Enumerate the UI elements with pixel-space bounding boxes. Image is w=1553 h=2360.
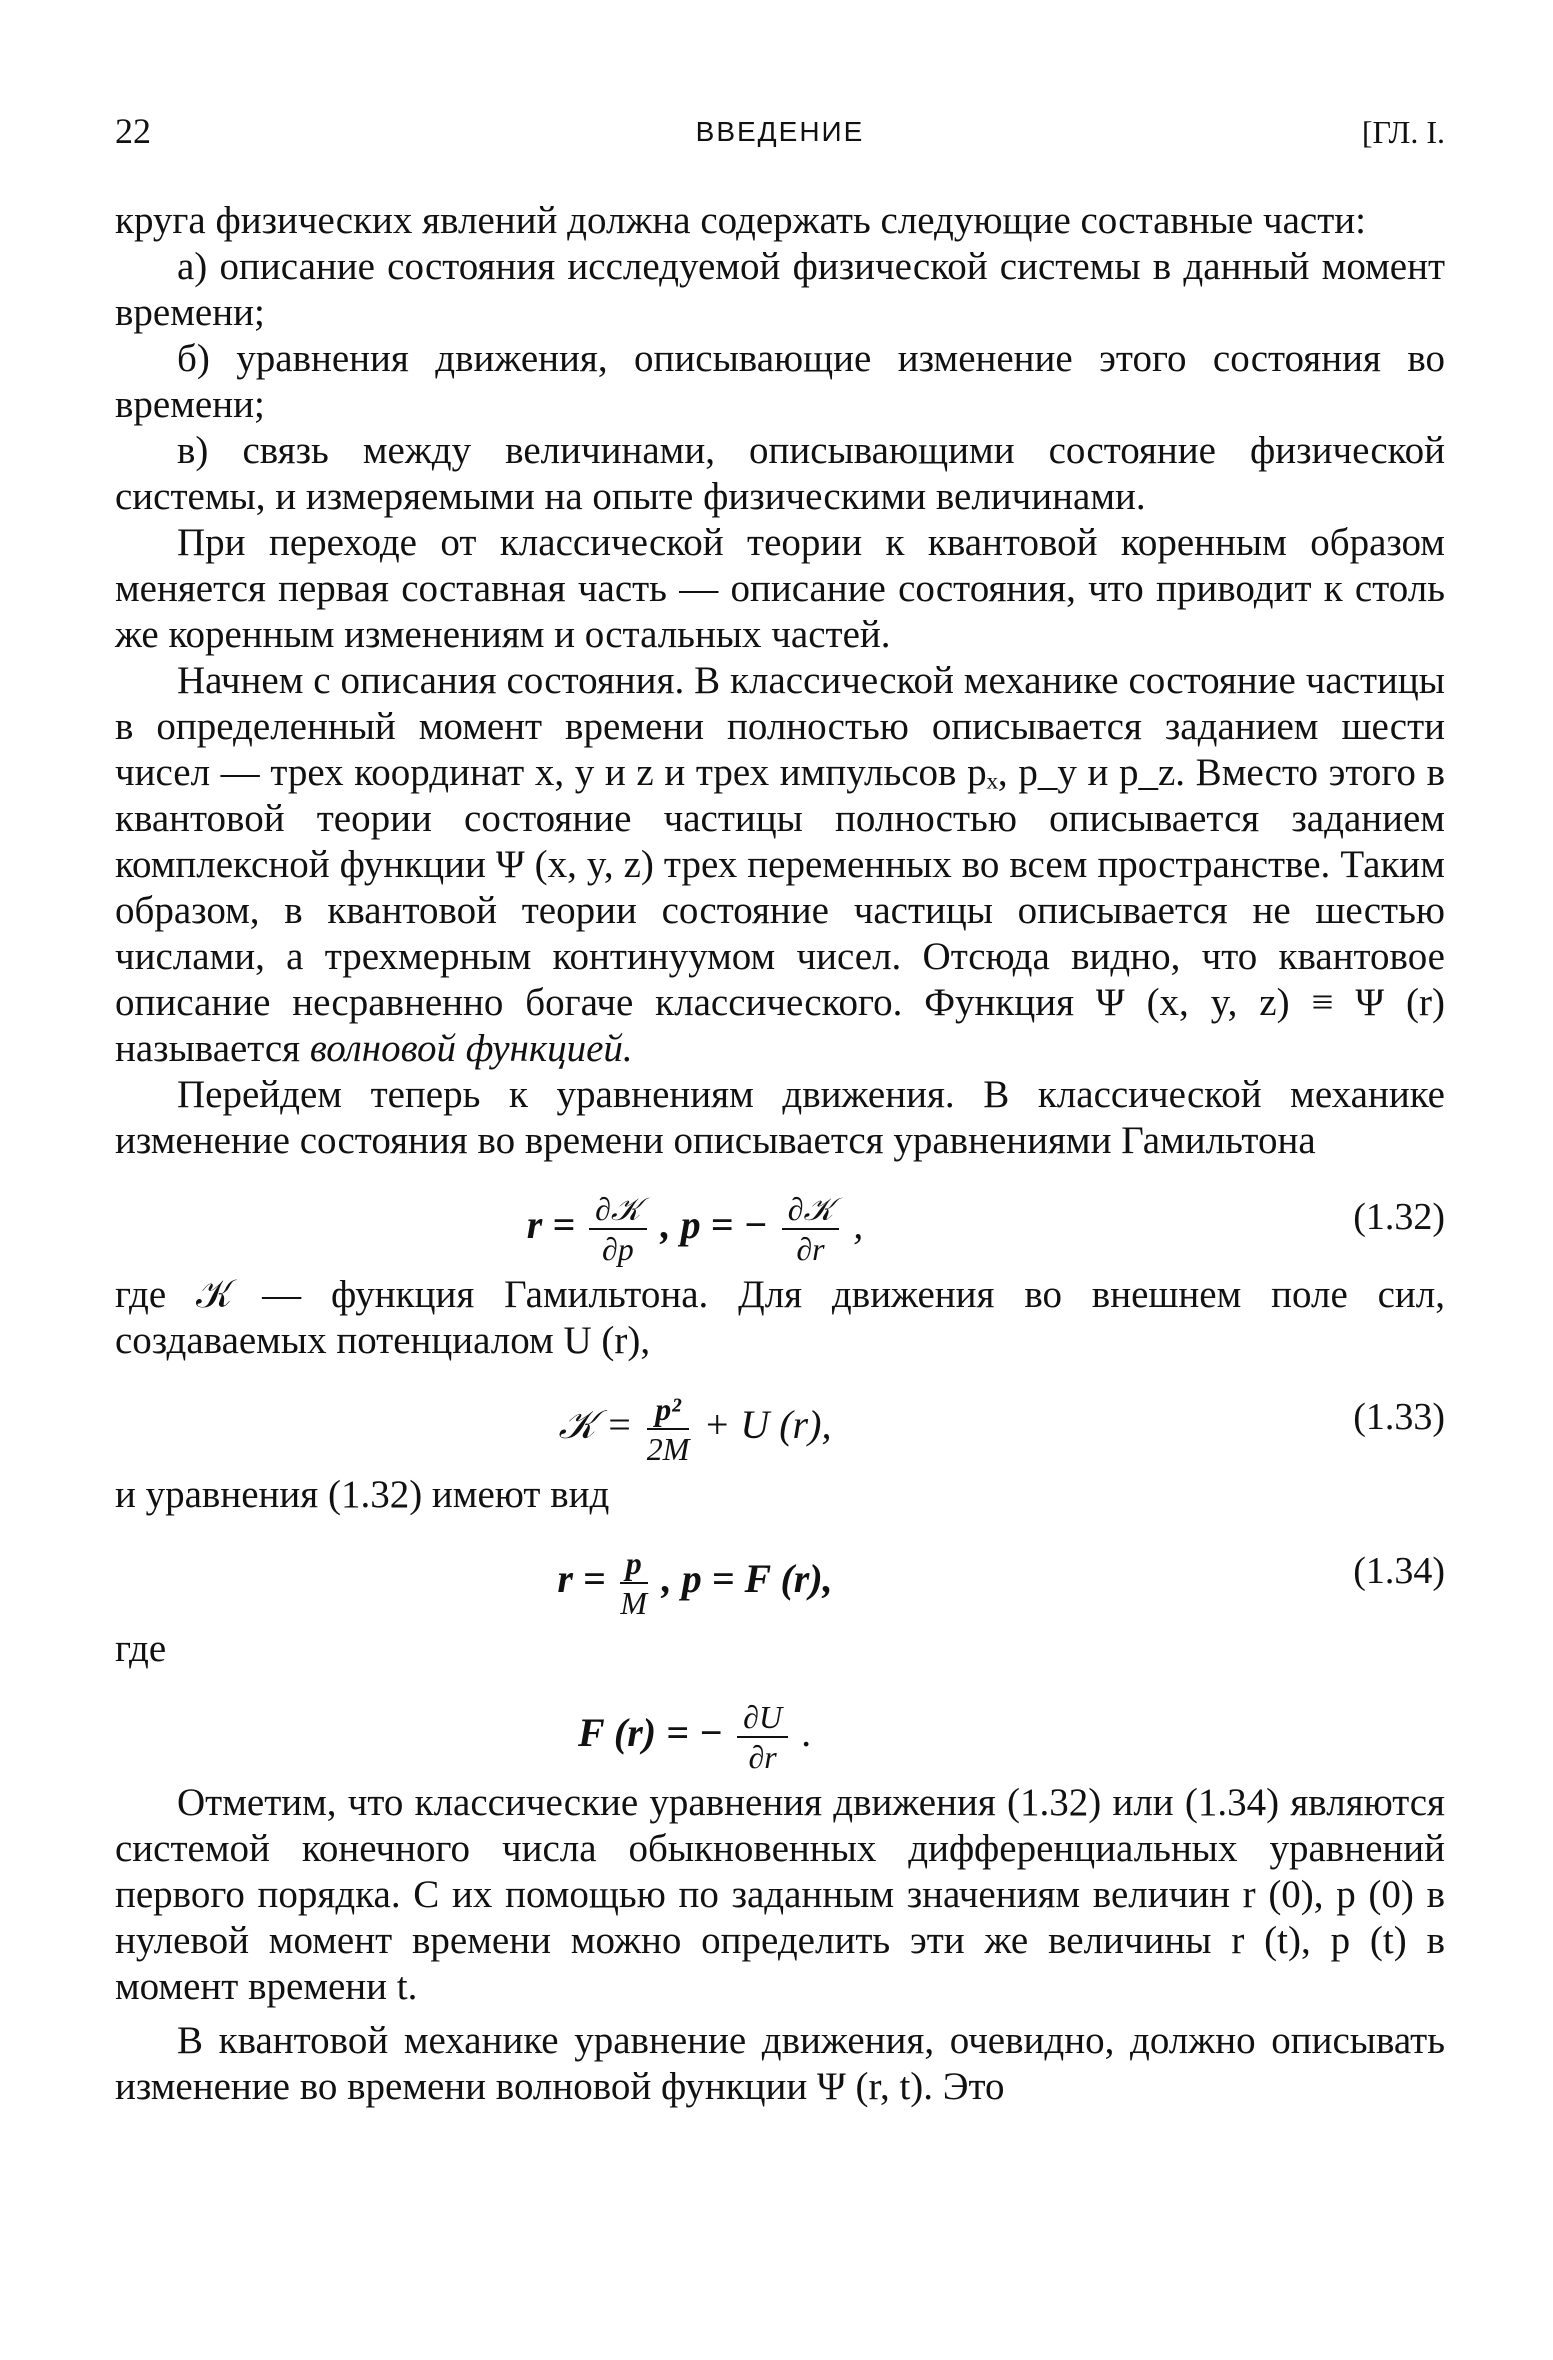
equation-1-34 xyxy=(115,1526,1445,1621)
denominator: 2M xyxy=(646,1431,690,1467)
equation-body xyxy=(115,1190,1275,1268)
paragraph: При переходе от классической теории к квантовой коренным образом меняется первая составная часть — описание состояния, что приводит к столь же коренным изменениям и остальных частей. xyxy=(115,521,1445,656)
paragraph xyxy=(115,658,1445,1072)
eq-term: , p = − xyxy=(660,1202,768,1248)
fraction xyxy=(737,1698,788,1776)
paragraph-text: Начнем с описания состояния. В классической механике состояние частицы в определенный момент времени полностью описывается заданием шести чисел — трех координат x, y и z и трех импульсов pₓ, p_y и p_z. Вместо этого в квантовой теории состояние частицы полностью описывается заданием комплексной функции Ψ (x, y, z) трех переменных во всем пространстве. Таким образом, в квантовой теории состояние частицы описывается не шестью числами, а трехмерным континуумом чисел. Отсюда видно, что квантовое описание несравненно богаче классического. Функция Ψ (x, y, z) ≡ Ψ (r) называется xyxy=(115,659,1445,1070)
paragraph: и уравнения (1.32) имеют вид xyxy=(115,1473,610,1516)
fraction xyxy=(589,1190,647,1268)
denominator: ∂r xyxy=(748,1739,777,1775)
paragraph: Отметим, что классические уравнения движения (1.32) или (1.34) являются системой конечного числа обыкновенных дифференциальных уравнений первого порядка. С их помощью по заданным значениям величин r (0), p (0) в нулевой момент времени можно определить эти же величины r (t), p (t) в момент времени t. xyxy=(115,1781,1445,2008)
emphasis-term: волновой функцией. xyxy=(309,1027,633,1070)
eq-term: F (r) = − xyxy=(577,1710,724,1756)
equation-body xyxy=(115,1544,1275,1622)
equation-body xyxy=(115,1390,1275,1468)
section-title: ВВЕДЕНИЕ xyxy=(695,116,865,147)
eq-term: + U (r), xyxy=(703,1402,832,1448)
equation-force xyxy=(115,1680,1445,1775)
chapter-label: [ГЛ. I. xyxy=(1361,114,1445,150)
equation-1-33 xyxy=(115,1372,1445,1467)
fraction xyxy=(782,1190,840,1268)
numerator: p² xyxy=(647,1390,690,1430)
equation-1-32 xyxy=(115,1172,1445,1267)
equation-label: (1.33) xyxy=(1353,1396,1445,1438)
denominator: ∂p xyxy=(601,1231,634,1267)
paragraph: В квантовой механике уравнение движения, очевидно, должно описывать изменение во времени волновой функции Ψ (r, t). Это xyxy=(115,2019,1445,2108)
numerator: p xyxy=(620,1544,648,1584)
paragraph: где 𝒦 — функция Гамильтона. Для движения во внешнем поле сил, создаваемых потенциалом U (r), xyxy=(115,1273,1445,1362)
eq-term: r = xyxy=(526,1202,576,1248)
fraction xyxy=(620,1544,648,1622)
paragraph: круга физических явлений должна содержать следующие составные части: xyxy=(115,199,1366,242)
body-text xyxy=(115,198,1445,2110)
list-item-c: в) связь между величинами, описывающими состояние физической системы, и измеряемыми на опыте физическими величинами. xyxy=(115,429,1445,518)
paragraph: Перейдем теперь к уравнениям движения. В классической механике изменение состояния во времени описывается уравнениями Гамильтона xyxy=(115,1073,1445,1162)
fraction xyxy=(647,1390,690,1468)
eq-term: 𝒦 = xyxy=(558,1402,633,1448)
eq-term: . xyxy=(802,1710,813,1756)
denominator: ∂r xyxy=(796,1231,825,1267)
numerator: ∂U xyxy=(737,1698,788,1738)
equation-body xyxy=(115,1698,1275,1776)
paragraph: где xyxy=(115,1627,167,1670)
equation-label: (1.34) xyxy=(1353,1550,1445,1592)
list-item-a: а) описание состояния исследуемой физической системы в данный момент времени; xyxy=(115,245,1445,334)
running-header xyxy=(115,110,1445,160)
eq-term: , p = F (r), xyxy=(661,1556,833,1602)
eq-term: , xyxy=(853,1202,864,1248)
numerator: ∂𝒦 xyxy=(782,1190,840,1230)
eq-term: r = xyxy=(557,1556,606,1602)
denominator: M xyxy=(620,1585,648,1621)
list-item-b: б) уравнения движения, описывающие изменение этого состояния во времени; xyxy=(115,337,1445,426)
equation-label: (1.32) xyxy=(1353,1196,1445,1238)
numerator: ∂𝒦 xyxy=(589,1190,647,1230)
page-number: 22 xyxy=(115,111,151,151)
